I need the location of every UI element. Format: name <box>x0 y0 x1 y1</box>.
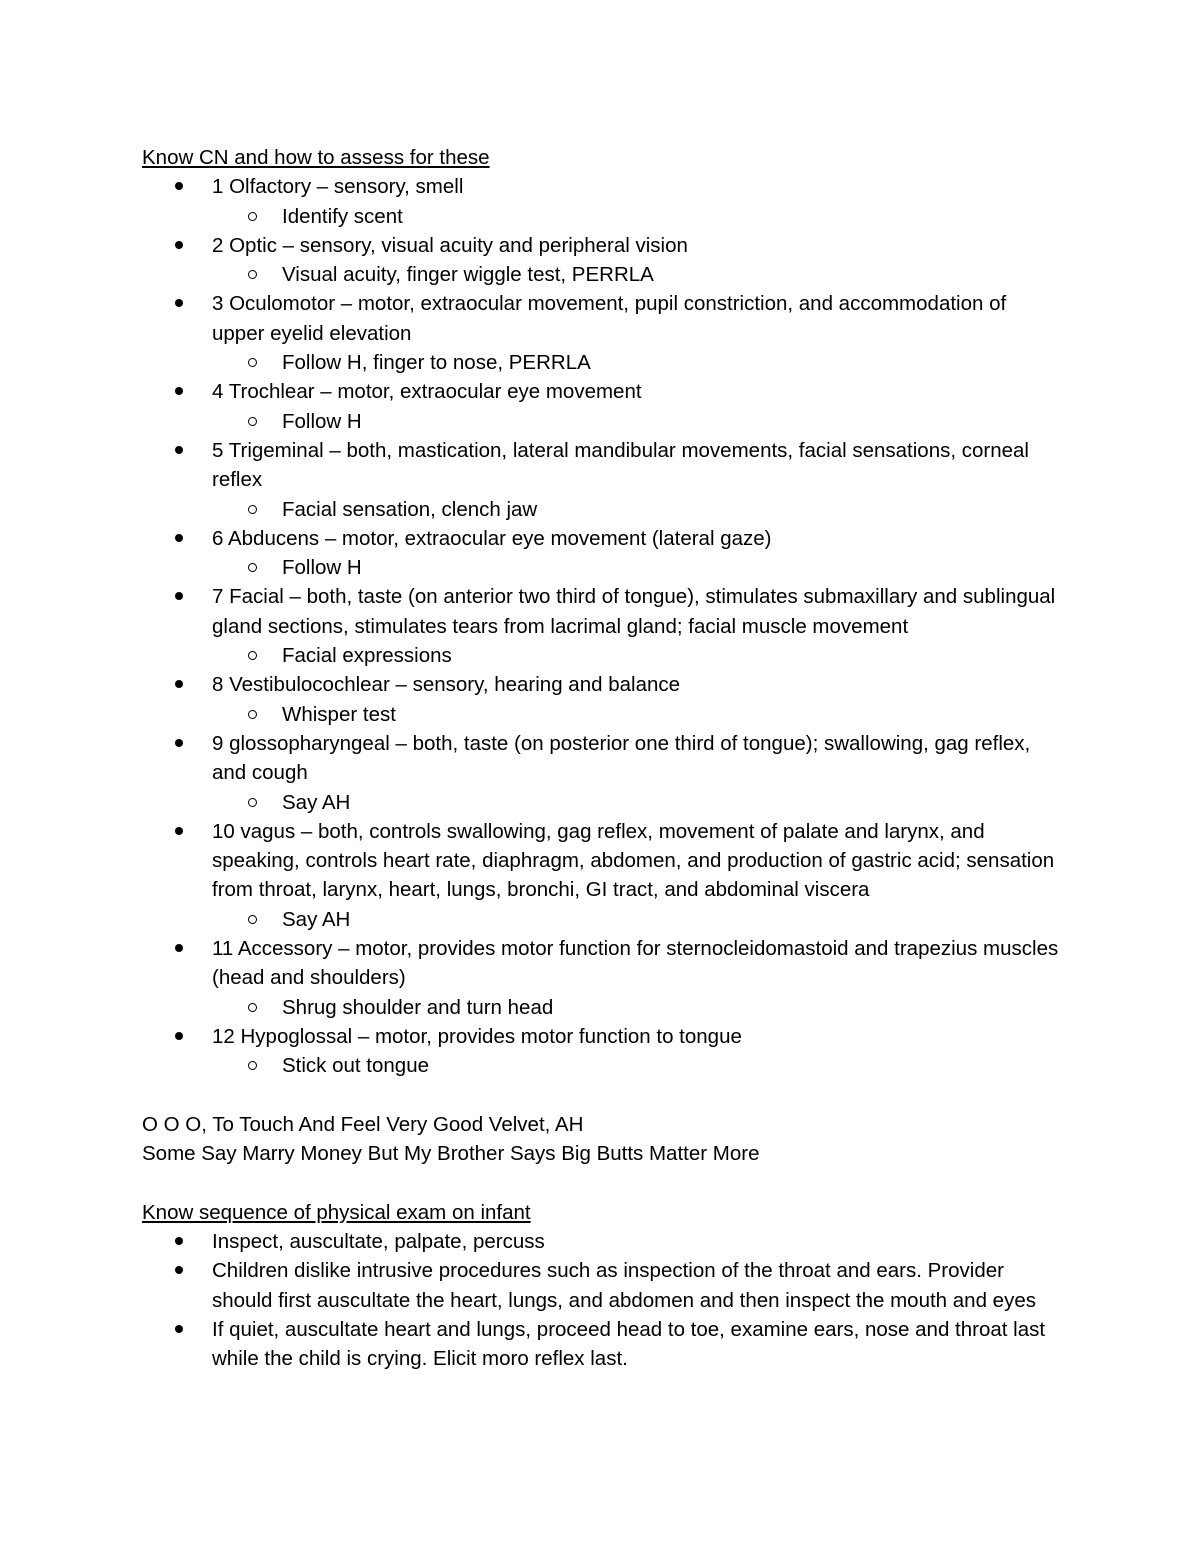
item-text: 4 Trochlear – motor, extraocular eye movement <box>212 380 642 404</box>
circle-bullet-icon <box>248 798 257 807</box>
bullet-icon <box>175 241 183 249</box>
item-text: If quiet, auscultate heart and lungs, proceed head to toe, examine ears, nose and throat last while the child is crying. Elicit moro reflex last. <box>212 1317 1046 1371</box>
list-item <box>142 524 1062 583</box>
sub-item-text: Facial expressions <box>282 644 452 668</box>
sub-list <box>212 700 1062 729</box>
item-text: 3 Oculomotor – motor, extraocular movement, pupil constriction, and accommodation of upper eyelid elevation <box>212 292 1007 345</box>
sub-item-text: Facial sensation, clench jaw <box>282 497 538 521</box>
circle-bullet-icon <box>248 358 257 367</box>
sub-list-item <box>212 993 1062 1022</box>
sub-list-item <box>212 905 1062 934</box>
list-item <box>142 231 1062 290</box>
bullet-icon <box>175 182 183 190</box>
sub-list <box>212 260 1062 289</box>
sub-list <box>212 905 1062 934</box>
bullet-icon <box>175 739 183 747</box>
sub-list-item <box>212 788 1062 817</box>
item-text: Children dislike intrusive procedures such as inspection of the throat and ears. Provider should first auscultate the heart, lungs, and abdomen and then inspect the mouth and eyes <box>212 1259 1036 1312</box>
list-item <box>142 1256 1062 1315</box>
item-text: 11 Accessory – motor, provides motor function for sternocleidomastoid and trapezius muscles (head and shoulders) <box>212 937 1059 990</box>
item-text: 6 Abducens – motor, extraocular eye movement (lateral gaze) <box>212 526 772 550</box>
bullet-icon <box>175 1032 183 1040</box>
sub-list-item <box>212 202 1062 231</box>
document-content <box>142 143 1062 1373</box>
sub-item-text: Visual acuity, finger wiggle test, PERRLA <box>282 263 654 287</box>
bullet-icon <box>175 592 183 600</box>
sub-item-text: Follow H, finger to nose, PERRLA <box>282 351 591 375</box>
item-text: 9 glossopharyngeal – both, taste (on posterior one third of tongue); swallowing, gag reflex, and cough <box>212 731 1031 785</box>
sub-list <box>212 407 1062 436</box>
section-heading-cranial-nerves: Know CN and how to assess for these <box>142 146 490 169</box>
list-item <box>142 377 1062 436</box>
sub-item-text: Stick out tongue <box>282 1054 430 1078</box>
mnemonic-line: O O O, To Touch And Feel Very Good Velvet, AH <box>142 1112 584 1136</box>
sub-list <box>212 788 1062 817</box>
list-item <box>142 172 1062 231</box>
list-item <box>142 436 1062 524</box>
sub-list <box>212 495 1062 524</box>
sub-list-item <box>212 1051 1062 1080</box>
list-item <box>142 1315 1062 1374</box>
list-item <box>142 582 1062 670</box>
circle-bullet-icon <box>248 1061 257 1070</box>
circle-bullet-icon <box>248 563 257 572</box>
sub-list <box>212 993 1062 1022</box>
list-item <box>142 1227 1062 1256</box>
item-text: 8 Vestibulocochlear – sensory, hearing and balance <box>212 673 681 697</box>
circle-bullet-icon <box>248 212 257 221</box>
list-item <box>142 1022 1062 1081</box>
sub-list-item <box>212 260 1062 289</box>
section-heading-infant-exam: Know sequence of physical exam on infant <box>142 1200 531 1224</box>
item-text: 12 Hypoglossal – motor, provides motor function to tongue <box>212 1024 742 1048</box>
sub-list <box>212 553 1062 582</box>
circle-bullet-icon <box>248 505 257 514</box>
infant-exam-list <box>142 1227 1062 1373</box>
bullet-icon <box>175 1237 183 1245</box>
item-text: 10 vagus – both, controls swallowing, gag reflex, movement of palate and larynx, and speaking, controls heart rate, diaphragm, abdomen, and production of gastric acid; sensation from throat, larynx, heart, lungs, bronchi, GI tract, and abdominal viscera <box>212 819 1055 902</box>
sub-item-text: Identify scent <box>282 204 403 228</box>
circle-bullet-icon <box>248 651 257 660</box>
sub-list-item <box>212 700 1062 729</box>
list-item <box>142 289 1062 377</box>
circle-bullet-icon <box>248 1003 257 1012</box>
list-item <box>142 934 1062 1022</box>
circle-bullet-icon <box>248 710 257 719</box>
sub-item-text: Follow H <box>282 556 362 580</box>
item-text: Inspect, auscultate, palpate, percuss <box>212 1229 545 1253</box>
blank-line <box>142 1168 1062 1197</box>
blank-line <box>142 1081 1062 1110</box>
bullet-icon <box>175 446 183 454</box>
bullet-icon <box>175 944 183 952</box>
list-item <box>142 817 1062 934</box>
sub-list-item <box>212 495 1062 524</box>
bullet-icon <box>175 299 183 307</box>
bullet-icon <box>175 1325 183 1333</box>
circle-bullet-icon <box>248 417 257 426</box>
circle-bullet-icon <box>248 915 257 924</box>
bullet-icon <box>175 827 183 835</box>
sub-list-item <box>212 348 1062 377</box>
list-item <box>142 729 1062 817</box>
sub-item-text: Whisper test <box>282 702 396 726</box>
bullet-icon <box>175 387 183 395</box>
sub-list <box>212 348 1062 377</box>
sub-list-item <box>212 407 1062 436</box>
bullet-icon <box>175 1266 183 1274</box>
item-text: 1 Olfactory – sensory, smell <box>212 175 464 199</box>
mnemonic-line: Some Say Marry Money But My Brother Says Big Butts Matter More <box>142 1142 760 1166</box>
sub-list <box>212 202 1062 231</box>
item-text: 5 Trigeminal – both, mastication, lateral mandibular movements, facial sensations, corneal reflex <box>212 438 1029 492</box>
cranial-nerve-list <box>142 172 1062 1080</box>
sub-list-item <box>212 553 1062 582</box>
sub-list <box>212 1051 1062 1080</box>
bullet-icon <box>175 680 183 688</box>
sub-item-text: Follow H <box>282 409 362 433</box>
sub-item-text: Say AH <box>282 790 351 814</box>
item-text: 2 Optic – sensory, visual acuity and peripheral vision <box>212 233 688 257</box>
bullet-icon <box>175 534 183 542</box>
list-item <box>142 670 1062 729</box>
sub-item-text: Say AH <box>282 907 351 931</box>
sub-item-text: Shrug shoulder and turn head <box>282 995 554 1019</box>
circle-bullet-icon <box>248 270 257 279</box>
item-text: 7 Facial – both, taste (on anterior two third of tongue), stimulates submaxillary and sublingual gland sections, stimulates tears from lacrimal gland; facial muscle movement <box>212 585 1056 638</box>
sub-list <box>212 641 1062 670</box>
sub-list-item <box>212 641 1062 670</box>
